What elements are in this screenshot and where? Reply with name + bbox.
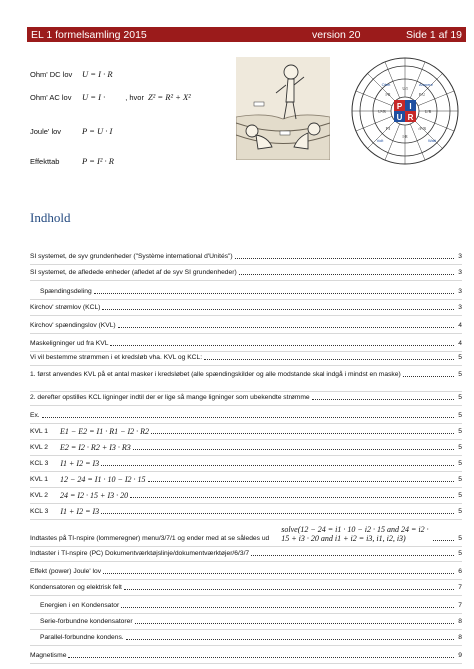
toc-entry-equation: solve(12 − 24 = i1 · 10 − i2 · 15 and 24 = i2 · 15 + i3 · 20 and i1 + i2 = i3, i1, i2, i3) (281, 525, 429, 543)
toc-entry-title: Parallel-forbundne kondens. (40, 634, 124, 641)
toc-entry-title: Kirchov' spændingslov (KVL) (30, 322, 116, 329)
formula-joule (30, 126, 112, 136)
toc-leader-dots (126, 639, 454, 640)
toc-leader-dots (133, 449, 454, 450)
toc-entry[interactable] (40, 617, 462, 626)
toc-entry-title: Maskeligninger ud fra KVL (30, 340, 109, 347)
toc-leader-dots (130, 497, 454, 498)
toc-separator (30, 595, 462, 596)
formula-label: Ohm' AC lov (30, 92, 72, 102)
toc-page-number: 5 (458, 508, 462, 515)
toc-entry-title: Spændingsdeling (40, 288, 92, 295)
toc-leader-dots (312, 399, 454, 400)
page-header (27, 27, 466, 42)
toc-page-number: 4 (458, 322, 462, 329)
formula-ohm-dc (30, 69, 113, 79)
toc-entry-equation: I1 + I2 = I3 (60, 459, 100, 468)
toc-separator (30, 351, 462, 352)
toc-entry-title: KVL 1 (30, 476, 48, 483)
svg-text:R: R (407, 113, 414, 122)
header-page-number: Side 1 af 19 (405, 28, 462, 41)
toc-entry[interactable] (30, 427, 462, 436)
toc-entry-title: KCL 3 (30, 460, 49, 467)
formula-ohm-ac (30, 92, 191, 102)
svg-text:P: P (396, 102, 403, 111)
toc-entry-title: 2. derefter opstilles KCL ligninger indtil der er lige så mange ligninger som ubekendte strømme (30, 394, 310, 401)
toc-entry[interactable] (30, 370, 462, 379)
toc-leader-dots (101, 465, 454, 466)
toc-separator (30, 613, 462, 614)
toc-entry[interactable] (30, 339, 462, 348)
toc-entry[interactable] (30, 443, 462, 452)
toc-separator (30, 561, 462, 562)
toc-entry-title: Effekt (power) Joule' lov (30, 568, 102, 575)
toc-entry[interactable] (30, 475, 462, 484)
toc-leader-dots (101, 513, 454, 514)
toc-leader-dots (94, 293, 454, 294)
toc-separator (30, 264, 462, 265)
header-title: EL 1 formelsamling 2015 (31, 28, 147, 41)
toc-separator (30, 629, 462, 630)
svg-text:I·R: I·R (402, 134, 408, 139)
toc-entry-title: SI systemet, de afledede enheder (afledet af de syv SI grundenheder) (30, 269, 237, 276)
toc-entry-title: Vi vil bestemme strømmen i et kredsløb vha. KVL og KCL: (30, 354, 203, 361)
svg-text:U/R: U/R (424, 109, 432, 114)
toc-leader-dots (151, 433, 454, 434)
toc-leader-dots (42, 417, 454, 418)
toc-separator (30, 487, 462, 488)
toc-separator (30, 405, 462, 406)
toc-entry[interactable] (30, 567, 462, 576)
toc-separator (30, 423, 462, 424)
toc-entry[interactable] (30, 411, 462, 420)
toc-separator (30, 315, 462, 316)
toc-page-number: 3 (458, 269, 462, 276)
toc-leader-dots (110, 345, 454, 346)
toc-entry-title: 1. først anvendes KVL på et antal masker i kredsløbet (alle spændingskilder og alle modstande skal indgå i mindst en maske) (30, 371, 401, 378)
toc-page-number: 5 (458, 394, 462, 401)
formula-equation: U = I · R (82, 69, 113, 79)
toc-page-number: 3 (458, 304, 462, 311)
toc-entry-title: Kondensatoren og elektrisk felt (30, 584, 122, 591)
toc-separator (30, 365, 462, 366)
toc-entry[interactable] (40, 601, 462, 610)
toc-entry[interactable] (30, 459, 462, 468)
toc-page-number: 4 (458, 340, 462, 347)
toc-leader-dots (251, 555, 454, 556)
formula-equation: U = I · (82, 92, 106, 102)
toc-page-number: 9 (458, 652, 462, 659)
toc-leader-dots (118, 327, 454, 328)
toc-entry-title: Indtaster i TI-nspire (PC) Dokumentværktøjslinje/dokumentværktøjer/6/3/7 (30, 550, 250, 557)
toc-entry[interactable] (30, 525, 462, 543)
toc-page-number: 5 (458, 412, 462, 419)
toc-leader-dots (148, 481, 454, 482)
toc-entry-equation: E2 = I2 · R2 + I3 · R3 (59, 443, 131, 452)
toc-leader-dots (124, 589, 454, 590)
toc-page-number: 7 (458, 602, 462, 609)
formula-equation: P = U · I (82, 126, 113, 136)
toc-entry-title: KVL 2 (30, 492, 48, 499)
toc-leader-dots (403, 376, 454, 377)
toc-leader-dots (102, 309, 454, 310)
toc-page-number: 6 (458, 568, 462, 575)
toc-entry[interactable] (30, 491, 462, 500)
toc-separator (30, 333, 462, 334)
toc-leader-dots (121, 607, 454, 608)
toc-page-number: 5 (458, 354, 462, 361)
formula-effekttab (30, 156, 114, 166)
toc-separator (30, 579, 462, 580)
toc-leader-dots (135, 623, 454, 624)
toc-leader-dots (239, 274, 454, 275)
toc-entry[interactable] (30, 353, 462, 362)
toc-separator (30, 519, 462, 520)
svg-text:I²R: I²R (385, 92, 391, 97)
svg-text:Volt: Volt (376, 138, 384, 143)
toc-entry-equation: E1 − E2 = I1 · R1 − I2 · R2 (59, 427, 150, 436)
svg-text:P/I: P/I (385, 126, 391, 131)
toc-page-number: 5 (458, 444, 462, 451)
toc-page-number: 3 (458, 288, 462, 295)
toc-entry[interactable] (30, 303, 462, 312)
header-version: version 20 (312, 28, 361, 41)
toc-separator (30, 280, 462, 281)
toc-entry[interactable] (30, 321, 462, 330)
toc-entry-title: KVL 2 (30, 444, 48, 451)
toc-page-number: 5 (458, 460, 462, 467)
formula-note: , hvor (125, 92, 144, 102)
toc-entry[interactable] (30, 507, 462, 516)
toc-entry-equation: I1 + I2 = I3 (60, 507, 100, 516)
toc-separator (30, 455, 462, 456)
toc-page-number: 5 (458, 428, 462, 435)
toc-separator (30, 471, 462, 472)
formula-label: Ohm' DC lov (30, 69, 73, 79)
svg-text:U: U (396, 113, 403, 122)
svg-text:√P/R: √P/R (417, 126, 427, 131)
toc-entry[interactable] (30, 268, 462, 277)
toc-entry-title: SI systemet, de syv grundenheder ("Système international d'Unités") (30, 253, 233, 260)
toc-separator (30, 391, 462, 392)
formula-equation: P = I² · R (82, 156, 114, 166)
toc-entry-title: Ex. (30, 412, 40, 419)
toc-leader-dots (235, 258, 454, 259)
toc-leader-dots (103, 573, 454, 574)
toc-separator (30, 299, 462, 300)
toc-entry-title: KCL 3 (30, 508, 49, 515)
toc-entry[interactable] (30, 583, 462, 592)
toc-page-number: 3 (458, 253, 462, 260)
svg-text:U²/R: U²/R (378, 109, 386, 114)
formula-wheel-diagram (350, 56, 460, 166)
toc-page-number: 8 (458, 618, 462, 625)
formula-label: Joule' lov (30, 126, 62, 136)
toc-leader-dots (433, 540, 454, 541)
svg-text:Watt: Watt (427, 138, 437, 143)
toc-entry-title: KVL 1 (30, 428, 48, 435)
toc-heading: Indhold (30, 210, 71, 225)
svg-text:I: I (409, 102, 412, 111)
toc-entry-title: Indtastes på TI-nspire (lommeregner) menu/3/7/1 og ender med at se således ud (30, 535, 270, 542)
toc-separator (30, 663, 462, 664)
toc-entry[interactable] (40, 633, 462, 642)
toc-entry-equation: 12 − 24 = I1 · 10 − I2 · 15 (59, 475, 146, 484)
svg-text:P/U: P/U (418, 92, 426, 97)
toc-entry-title: Serie-forbundne kondensatorer (40, 618, 133, 625)
formula-impedance: Z² = R² + X² (147, 92, 191, 102)
toc-separator (30, 546, 462, 547)
toc-entry-title: Energien i en Kondensator (40, 602, 120, 609)
toc-entry[interactable] (30, 549, 462, 558)
toc-page-number: 5 (458, 492, 462, 499)
toc-entry[interactable] (30, 252, 462, 261)
toc-entry-equation: 24 = I2 · 15 + I3 · 20 (59, 491, 129, 500)
toc-entry-title: Kirchov' strømlov (KCL) (30, 304, 101, 311)
toc-page-number: 5 (458, 476, 462, 483)
toc-page-number: 5 (458, 535, 462, 542)
svg-text:Ampere: Ampere (418, 82, 434, 87)
svg-text:U/I: U/I (402, 86, 408, 91)
toc-entry-title: Magnetisme (30, 652, 67, 659)
toc-page-number: 7 (458, 584, 462, 591)
toc-page-number: 5 (458, 550, 462, 557)
svg-text:Ohm: Ohm (381, 82, 391, 87)
toc-leader-dots (68, 657, 454, 658)
toc-separator (30, 439, 462, 440)
toc-entry[interactable] (40, 287, 462, 296)
formula-label: Effekttab (30, 156, 60, 166)
toc-entry[interactable] (30, 393, 462, 402)
ohm-cartoon-illustration (236, 57, 330, 160)
toc-separator (30, 503, 462, 504)
toc-entry[interactable] (30, 651, 462, 660)
toc-separator (30, 645, 462, 646)
toc-page-number: 8 (458, 634, 462, 641)
toc-page-number: 5 (458, 371, 462, 378)
toc-leader-dots (204, 359, 454, 360)
